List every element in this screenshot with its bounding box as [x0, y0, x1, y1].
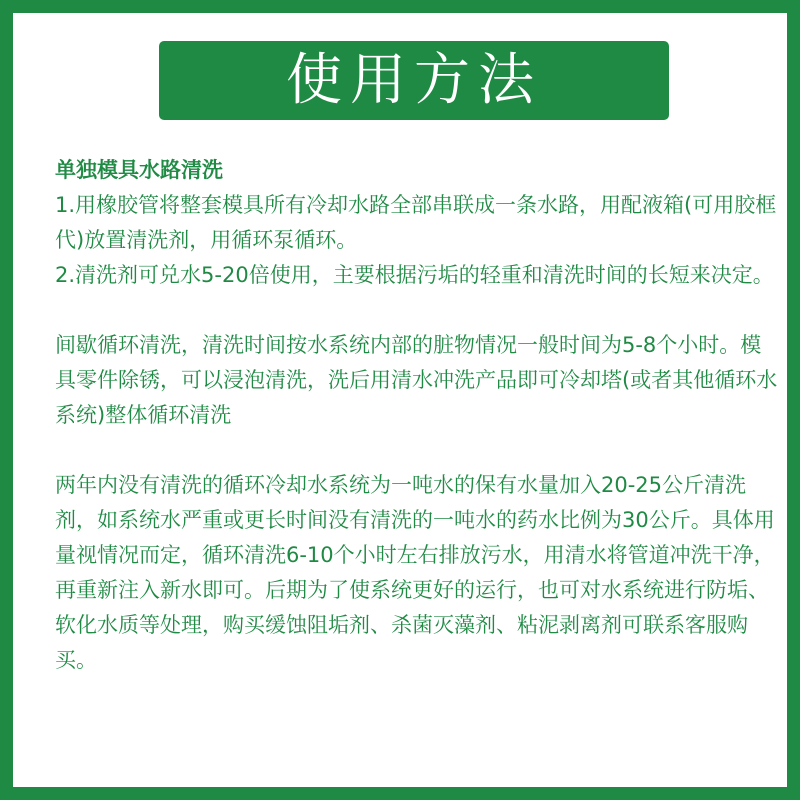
page-title: 使用方法 — [286, 47, 542, 113]
instructions-body — [55, 153, 781, 678]
spacer — [55, 433, 781, 468]
system-cleaning-text: 两年内没有清洗的循环冷却水系统为一吨水的保有水量加入20-25公斤清洗剂，如系统水严重或更长时间没有清洗的一吨水的药水比例为30公斤。具体用量视情况而定，循环清洗6-10个小时左右排放污水，用清水将管道冲洗干净，再重新注入新水即可。后期为了使系统更好的运行，也可对水系统进行防垢、软化水质等处理，购买缓蚀阻垢剂、杀菌灭藻剂、粘泥剥离剂可联系客服购买。 — [55, 473, 775, 672]
section-mold-waterway-cleaning — [55, 153, 781, 293]
section-intermittent-cleaning — [55, 328, 781, 433]
step-2-text: 2.清洗剂可兑水5-20倍使用，主要根据污垢的轻重和清洗时间的长短来决定。 — [55, 263, 774, 287]
step-1-text: 1.用橡胶管将整套模具所有冷却水路全部串联成一条水路，用配液箱(可用胶框代)放置清洗剂，用循环泵循环。 — [55, 193, 777, 252]
spacer — [55, 293, 781, 328]
section-system-cleaning — [55, 468, 781, 678]
section-heading-mold-cleaning: 单独模具水路清洗 — [55, 158, 223, 182]
title-banner — [159, 41, 669, 120]
intermittent-cleaning-text: 间歇循环清洗，清洗时间按水系统内部的脏物情况一般时间为5-8个小时。模具零件除锈，可以浸泡清洗，洗后用清水冲洗产品即可冷却塔(或者其他循环水系统)整体循环清洗 — [55, 333, 778, 427]
